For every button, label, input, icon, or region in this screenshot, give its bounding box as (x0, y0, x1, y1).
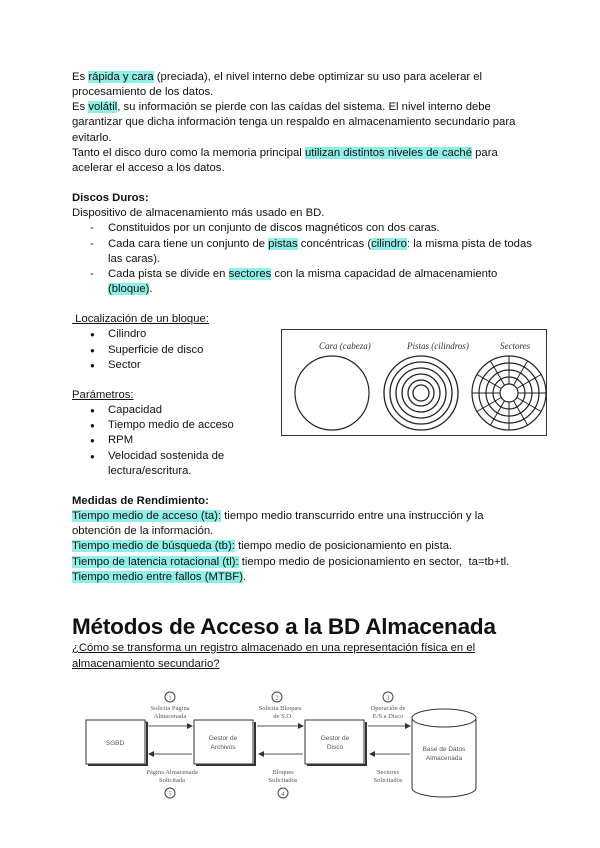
highlighted-text: (bloque) (108, 282, 150, 295)
bullet-icon: ● (90, 345, 95, 355)
body-text: garantizar que dicha información tenga un respaldo en almacenamiento secundario para (72, 116, 516, 129)
body-text: lectura/escritura. (108, 464, 192, 477)
text-line (72, 449, 542, 464)
body-text: Velocidad sostenida de (108, 449, 225, 462)
highlighted-text: Tiempo medio de acceso (ta): (72, 510, 222, 523)
step-label: Solicitada (159, 777, 185, 784)
bullet-icon: ● (90, 406, 95, 416)
gestor-disco-label: Gestor de (320, 735, 350, 742)
track-ring (408, 380, 434, 406)
text-line (72, 570, 542, 585)
blank-line (72, 479, 542, 494)
sgbd-label: SGBD (105, 740, 125, 747)
text-line (72, 85, 542, 100)
body-text: tiempo medio transcurrido entre una instrucción y la (221, 510, 484, 523)
dash-marker: - (90, 237, 94, 250)
blank-line (72, 297, 542, 312)
step-label: Operación de (370, 705, 406, 712)
body-text: Constituidos por un conjunto de discos magnéticos con dos caras. (108, 222, 440, 235)
text-line (72, 509, 542, 524)
text-line (72, 100, 542, 115)
text-line (72, 237, 542, 252)
text-line (72, 524, 542, 539)
body-text: Superficie de disco (108, 343, 204, 356)
step-number: 1 (168, 694, 172, 702)
body-text: tiempo medio de posicionamiento en pista. (234, 540, 453, 553)
step-label: Almacenada (153, 713, 187, 720)
dash-marker: - (90, 267, 94, 280)
highlighted-text: rápida y cara (88, 71, 154, 83)
step-number: 4 (281, 790, 285, 798)
body-text: Es (72, 71, 89, 83)
body-text: (preciada), el nivel interno debe optimizar su uso para acelerar el (153, 71, 483, 83)
step-number: 2 (275, 694, 279, 702)
highlighted-text: cilindro (371, 237, 407, 250)
disk-tracks-icon (384, 356, 458, 430)
body-text: procesamiento de los datos. (72, 86, 214, 99)
section-subtitle (72, 641, 542, 672)
text-line (72, 267, 542, 282)
highlighted-text: Tiempo de latencia rotacional (tl): (72, 555, 239, 568)
body-text: , su información se pierde con las caídas del sistema. El nivel interno debe (117, 101, 491, 114)
step-label: Bloques (272, 769, 294, 776)
gestor-disco-box (305, 720, 364, 764)
database-label: Almacenada (425, 755, 463, 762)
step-label: de S.O. (273, 713, 293, 720)
gestor-archivos-label: Gestor de (208, 735, 238, 742)
step-label: Solicitados (373, 777, 403, 784)
blank-line (72, 176, 542, 191)
body-text: . (242, 570, 247, 583)
sector-ring (500, 384, 518, 402)
text-line (72, 252, 542, 267)
body-text: . (149, 282, 153, 295)
text-line (72, 555, 542, 570)
step-label: Página Almacenada (146, 769, 198, 776)
gestor-archivos-box (194, 720, 253, 764)
body-text: obtención de la información. (72, 525, 214, 538)
bullet-icon: ● (90, 330, 95, 340)
body-text: Tiempo medio de acceso (108, 419, 234, 432)
body-text: Es (72, 101, 89, 114)
figure-label-sectores: Sectores (500, 341, 531, 351)
gestor-disco-label: Disco (326, 744, 344, 751)
heading-text: Medidas de Rendimiento: (72, 494, 209, 507)
highlighted-text: utilizan distintos niveles de caché (304, 146, 472, 159)
text-line (72, 131, 542, 146)
text-line (72, 539, 542, 554)
database-label: Base de Datos (422, 746, 466, 753)
body-text: Sector (108, 358, 141, 371)
section-title: Métodos de Acceso a la BD Almacenada (72, 614, 496, 639)
highlighted-text: pistas (268, 237, 298, 250)
text-line (72, 191, 542, 206)
track-ring (396, 368, 446, 418)
body-text: Cilindro (108, 328, 147, 341)
bullet-icon: ● (90, 436, 95, 446)
bullet-icon: ● (90, 421, 95, 431)
figure-label-cara: Cara (cabeza) (319, 341, 371, 351)
step-label: Solicitados (268, 777, 298, 784)
body-text: tiempo medio de posicionamiento en sector, ta=tb+tl. (238, 555, 510, 568)
bullet-icon: ● (90, 451, 95, 461)
step-label: Solicita Bloques (258, 705, 302, 712)
text-line (72, 464, 542, 479)
step-number: 5 (168, 790, 172, 798)
track-ring (413, 385, 429, 401)
body-text: acelerar el acceso a los datos. (72, 161, 225, 174)
disk-face-icon (295, 356, 369, 430)
body-text: Cada cara tiene un conjunto de (108, 237, 269, 250)
text-line (72, 115, 542, 130)
text-line (72, 494, 542, 509)
body-text: evitarlo. (72, 131, 112, 144)
heading-text: Discos Duros: (72, 192, 149, 205)
text-line (72, 70, 542, 85)
step-label: Solicita Página (150, 705, 190, 712)
step-number: 3 (386, 694, 390, 702)
highlighted-text: volátil (88, 101, 118, 114)
disk-sectors-icon (472, 356, 546, 430)
access-flow-diagram (75, 685, 495, 810)
bullet-icon: ● (90, 360, 95, 370)
body-text: Capacidad (108, 404, 163, 417)
body-text: para (472, 146, 498, 159)
body-text: : la misma pista de todas (406, 237, 532, 250)
highlighted-text: Tiempo medio entre fallos (MTBF) (72, 570, 243, 583)
subtitle-line: almacenamiento secundario? (72, 657, 220, 670)
text-line (72, 221, 542, 236)
figure-label-pistas: Pistas (cilindros) (407, 341, 469, 351)
highlighted-text: sectores (228, 267, 272, 280)
text-line (72, 146, 542, 161)
body-text: Parámetros: (72, 388, 134, 401)
step-label: Sectores (376, 769, 400, 776)
gestor-archivos-label: Archivos (210, 744, 236, 751)
text-line (72, 312, 542, 327)
subtitle-line: ¿Cómo se transforma un registro almacenado en una representación física en el (72, 642, 476, 654)
body-text: Cada pista se divide en (108, 267, 229, 280)
track-ring (384, 356, 458, 430)
dash-marker: - (90, 222, 94, 235)
database-cylinder-icon (412, 709, 476, 797)
body-text: concéntricas ( (297, 237, 372, 250)
body-text: con la misma capacidad de almacenamiento (271, 267, 498, 280)
highlighted-text: Tiempo medio de búsqueda (tb): (72, 540, 235, 553)
disk-structure-figure (281, 329, 547, 436)
text-line (72, 161, 542, 176)
body-text: RPM (108, 434, 134, 447)
body-text: Dispositivo de almacenamiento más usado en BD. (72, 207, 325, 220)
document-body (72, 70, 542, 585)
text-line (72, 206, 542, 221)
text-line (72, 282, 542, 297)
body-text: las caras). (108, 252, 161, 265)
track-ring (390, 362, 452, 424)
step-label: E/S a Disco (372, 713, 404, 720)
body-text: Tanto el disco duro como la memoria principal (72, 146, 305, 159)
body-text: Localización de un bloque: (72, 313, 209, 326)
